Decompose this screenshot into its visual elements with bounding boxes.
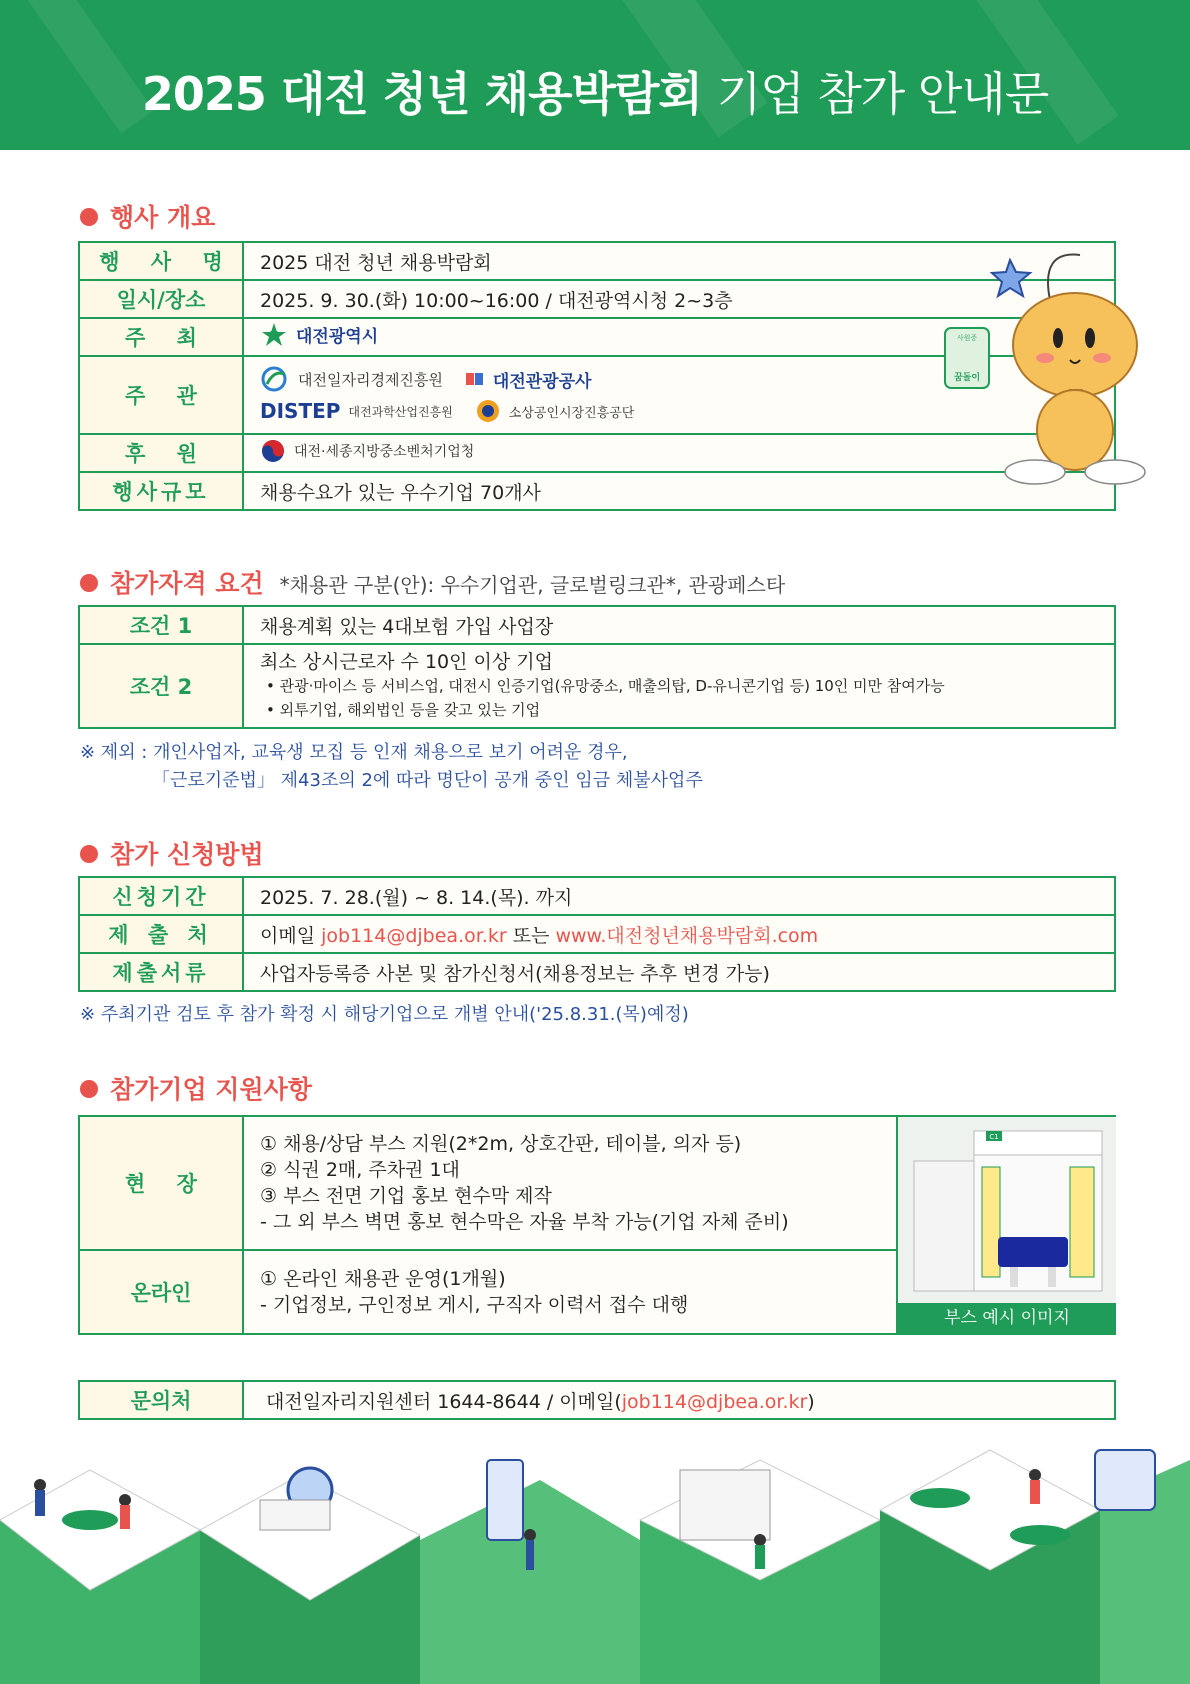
- contact-email-link[interactable]: job114@djbea.or.kr: [621, 1390, 808, 1413]
- semas-logo-icon: [475, 398, 501, 424]
- event-scale: 채용수요가 있는 우수기업 70개사: [243, 472, 1115, 510]
- row-label: 제 출 처: [79, 915, 243, 953]
- bullet-dot-icon: [80, 1080, 98, 1098]
- table-row: [79, 644, 1115, 728]
- daejeon-city-logo-icon: [260, 321, 288, 349]
- row-label: 행 사 명: [79, 242, 243, 280]
- government-taegeuk-icon: [260, 438, 286, 464]
- table-row: [79, 877, 1115, 915]
- distep-logo: DISTEP: [260, 399, 341, 423]
- badge-title: 사원증: [956, 334, 978, 342]
- apply-period: 2025. 7. 28.(월) ~ 8. 14.(목). 까지: [243, 877, 1115, 915]
- table-row: [79, 915, 1115, 953]
- required-documents: 사업자등록증 사본 및 참가신청서(채용정보는 추후 변경 가능): [243, 953, 1115, 991]
- exclusion-note: ※ 제외 : 개인사업자, 교육생 모집 등 인재 채용으로 보기 어려운 경우, 「근로기준법」 제43조의 2에 따라 명단이 공개 중인 임금 체불사업주: [80, 742, 703, 791]
- online-support: ① 온라인 채용관 운영(1개월) - 기업정보, 구인정보 게시, 구직자 이력서 접수 대행: [243, 1250, 1115, 1334]
- condition-2-bullet: 외투기업, 해외법인 등을 갖고 있는 기업: [279, 701, 541, 719]
- row-label: 온라인: [79, 1250, 243, 1334]
- table-row: [79, 1381, 1115, 1419]
- row-label: 현 장: [79, 1116, 243, 1250]
- table-row: [79, 242, 1115, 280]
- condition-2-main: 최소 상시근로자 수 10인 이상 기업: [260, 651, 553, 673]
- onsite-support: ① 채용/상담 부스 지원(2*2m, 상호간판, 테이블, 의자 등) ② 식권 2매, 주차권 1대 ③ 부스 전면 기업 홍보 현수막 제작 - 그 외 부스 벽면 홍보 현수막은 자율 부착 가능(기업 자체 준비): [243, 1116, 1115, 1250]
- contact-info: 대전일자리지원센터 1644-8644 / 이메일(job114@djbea.or.kr): [243, 1381, 1115, 1419]
- booth-illustration: [898, 1117, 1118, 1303]
- section-apply-title: 참가 신청방법: [80, 835, 264, 871]
- row-label: 조건 2: [79, 644, 243, 728]
- eligibility-table: [78, 605, 1116, 729]
- djbea-logo-icon: [260, 366, 290, 392]
- section-eligibility-title: 참가자격 요건 *채용관 구분(안): 우수기업관, 글로벌링크관*, 관광페스타: [80, 564, 785, 600]
- bullet-dot-icon: [80, 574, 98, 592]
- table-row: [79, 434, 1115, 472]
- website-link[interactable]: www.대전청년채용박람회.com: [555, 924, 819, 947]
- table-row: [79, 606, 1115, 644]
- condition-2: 최소 상시근로자 수 10인 이상 기업 • 관광·마이스 등 서비스업, 대전시 인증기업(유망중소, 매출의탑, D-유니콘기업 등) 10인 미만 참여가능 • 외투기업, 해외법인 등을 갖고 있는 기업: [243, 644, 1115, 728]
- row-label: 조건 1: [79, 606, 243, 644]
- row-label: 행사규모: [79, 472, 243, 510]
- contact-table: [78, 1380, 1116, 1420]
- confirmation-note: ※ 주최기관 검토 후 참가 확정 시 해당기업으로 개별 안내('25.8.31.(목)예정): [80, 1004, 689, 1025]
- header-banner: [0, 0, 1190, 150]
- table-row: [79, 280, 1115, 318]
- bullet-dot-icon: [80, 208, 98, 226]
- row-label: 주 최: [79, 318, 243, 356]
- section-support-title: 참가기업 지원사항: [80, 1070, 312, 1106]
- tourism-corp-logo-icon: [465, 371, 485, 387]
- host-org: 대전광역시: [243, 318, 1115, 356]
- page-title: 2025 대전 청년 채용박람회 기업 참가 안내문: [141, 67, 1049, 121]
- row-label: 문의처: [79, 1381, 243, 1419]
- event-name: 2025 대전 청년 채용박람회: [243, 242, 1115, 280]
- mascot-illustration: [953, 240, 1160, 490]
- condition-2-bullet: 관광·마이스 등 서비스업, 대전시 인증기업(유망중소, 매출의탑, D-유니콘기업 등) 10인 미만 참여가능: [279, 677, 945, 695]
- condition-1: 채용계획 있는 4대보험 가입 사업장: [243, 606, 1115, 644]
- booth-caption: 부스 예시 이미지: [898, 1303, 1116, 1333]
- booth-sign: C1: [989, 1133, 999, 1141]
- organizer-orgs: 대전일자리경제진흥원 대전관광공사 DISTEP 대전과학산업진흥원 소상공인시장진흥공단: [243, 356, 1115, 434]
- sponsor-org: 대전·세종지방중소벤처기업청: [243, 434, 1115, 472]
- submit-destination: 이메일 job114@djbea.or.kr 또는 www.대전청년채용박람회.com: [243, 915, 1115, 953]
- row-label: 제출서류: [79, 953, 243, 991]
- row-label: 후 원: [79, 434, 243, 472]
- email-link[interactable]: job114@djbea.or.kr: [321, 924, 507, 947]
- section-overview-title: 행사 개요: [80, 198, 215, 234]
- booth-example-image: [896, 1117, 1116, 1333]
- apply-table: [78, 876, 1116, 992]
- job-fair-illustration: [0, 1440, 1190, 1684]
- row-label: 주 관: [79, 356, 243, 434]
- row-label: 일시/장소: [79, 280, 243, 318]
- table-row: [79, 953, 1115, 991]
- badge-name: 꿈돌이: [953, 373, 981, 383]
- event-datetime: 2025. 9. 30.(화) 10:00~16:00 / 대전광역시청 2~3층: [243, 280, 1115, 318]
- bullet-dot-icon: [80, 845, 98, 863]
- table-row: [79, 472, 1115, 510]
- row-label: 신청기간: [79, 877, 243, 915]
